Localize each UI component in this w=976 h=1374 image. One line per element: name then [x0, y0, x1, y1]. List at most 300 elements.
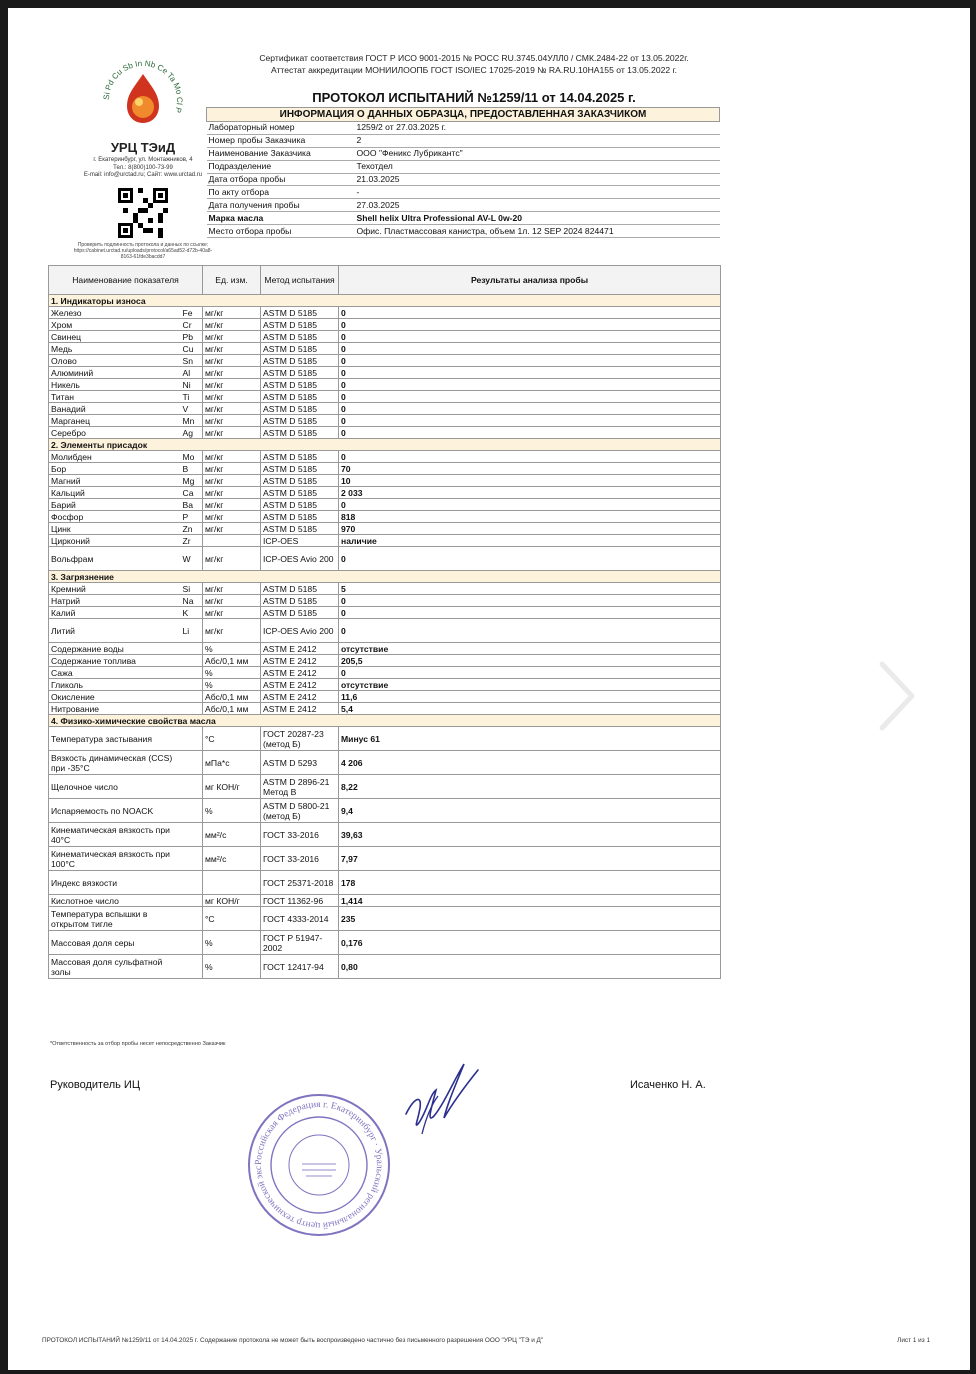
unit: % — [203, 679, 261, 691]
sample-info-row — [207, 122, 720, 135]
section-title: 2. Элементы присадок — [49, 439, 721, 451]
parameter-name: Свинец — [49, 331, 181, 343]
result-value: отсутствие — [339, 643, 721, 655]
parameter-name: Серебро — [49, 427, 181, 439]
unit: мг КОН/г — [203, 895, 261, 907]
signer-role: Руководитель ИЦ — [50, 1079, 140, 1091]
method: ASTM D 2896-21 Метод В — [261, 775, 339, 799]
method: ASTM D 5185 — [261, 343, 339, 355]
parameter-name: Нитрование — [49, 703, 181, 715]
svg-text:Российская Федерация г. Екатер: Российская Федерация г. Екатеринбург · Уральский региональный центр технической экс — [253, 1099, 385, 1231]
result-value: 205,5 — [339, 655, 721, 667]
info-value: Техотдел — [355, 160, 720, 173]
certificates-block — [214, 52, 734, 76]
info-value: 2 — [355, 134, 720, 147]
parameter-name: Барий — [49, 499, 181, 511]
info-value: 1259/2 от 27.03.2025 г. — [355, 122, 720, 135]
parameter-name: Литий — [49, 619, 181, 643]
result-row — [49, 955, 721, 979]
parameter-name: Алюминий — [49, 367, 181, 379]
unit: мм²/с — [203, 847, 261, 871]
element-symbol — [181, 667, 203, 679]
result-row — [49, 379, 721, 391]
result-value: 5,4 — [339, 703, 721, 715]
parameter-name: Магний — [49, 475, 181, 487]
element-symbol — [181, 679, 203, 691]
result-row — [49, 523, 721, 535]
element-symbol: Ni — [181, 379, 203, 391]
unit: °С — [203, 907, 261, 931]
result-value: 0 — [339, 391, 721, 403]
section-title: 1. Индикаторы износа — [49, 295, 721, 307]
qr-verification-note: Проверить подлинность протокола и данных по ссылке: https://cabinet.urctad.ru/uploads/protocol/a65ad52-d72b-40a8-8163-61fde3bacdd7 — [73, 241, 213, 260]
unit: мг/кг — [203, 451, 261, 463]
info-value: Офис. Пластмассовая канистра, объем 1л. 12 SEP 2024 824471 — [355, 225, 720, 238]
section-header-row — [49, 571, 721, 583]
signer-name: Исаченко Н. А. — [630, 1079, 706, 1091]
result-row — [49, 595, 721, 607]
parameter-name: Никель — [49, 379, 181, 391]
method: ICP-OES — [261, 535, 339, 547]
method: ASTM D 5185 — [261, 463, 339, 475]
method: ASTM D 5185 — [261, 415, 339, 427]
result-value: 39,63 — [339, 823, 721, 847]
result-row — [49, 343, 721, 355]
organization-stamp-icon — [244, 1090, 394, 1240]
method: ASTM D 5185 — [261, 427, 339, 439]
sample-info-row — [207, 186, 720, 199]
result-row — [49, 535, 721, 547]
unit: Абс/0,1 мм — [203, 703, 261, 715]
parameter-name: Гликоль — [49, 679, 181, 691]
element-symbol — [181, 799, 203, 823]
element-symbol: Al — [181, 367, 203, 379]
result-value: 11,6 — [339, 691, 721, 703]
result-value: 0 — [339, 547, 721, 571]
method: ICP-OES Avio 200 — [261, 619, 339, 643]
method: ASTM D 5185 — [261, 595, 339, 607]
parameter-name: Цирконий — [49, 535, 181, 547]
document-page — [8, 8, 970, 1370]
sample-info-row — [207, 160, 720, 173]
info-label: По акту отбора — [207, 186, 355, 199]
info-label: Подразделение — [207, 160, 355, 173]
method: ГОСТ Р 51947-2002 — [261, 931, 339, 955]
info-label: Номер пробы Заказчика — [207, 134, 355, 147]
parameter-name: Натрий — [49, 595, 181, 607]
method: ASTM D 5185 — [261, 379, 339, 391]
unit — [203, 871, 261, 895]
info-label: Дата отбора пробы — [207, 173, 355, 186]
unit: °С — [203, 727, 261, 751]
unit: % — [203, 931, 261, 955]
svg-text:Si Pd Cu Sb In Nb Ce Ta Mo Cl: Si Pd Cu Sb In Nb Ce Ta Mo Cl P — [101, 58, 185, 114]
result-value: 4 206 — [339, 751, 721, 775]
parameter-name: Медь — [49, 343, 181, 355]
element-symbol — [181, 775, 203, 799]
element-symbol — [181, 655, 203, 667]
unit: мг/кг — [203, 499, 261, 511]
col-header-unit: Ед. изм. — [203, 266, 261, 295]
unit: мг/кг — [203, 619, 261, 643]
result-value: 5 — [339, 583, 721, 595]
unit: мг/кг — [203, 391, 261, 403]
result-value: 0 — [339, 319, 721, 331]
result-row — [49, 775, 721, 799]
result-row — [49, 727, 721, 751]
element-symbol — [181, 955, 203, 979]
parameter-name: Кремний — [49, 583, 181, 595]
method: ГОСТ 33-2016 — [261, 847, 339, 871]
info-value: ООО "Феникс Лубрикантс" — [355, 147, 720, 160]
element-symbol: Mg — [181, 475, 203, 487]
result-row — [49, 823, 721, 847]
unit: мг/кг — [203, 511, 261, 523]
element-symbol — [181, 691, 203, 703]
element-symbol: Pb — [181, 331, 203, 343]
result-value: 8,22 — [339, 775, 721, 799]
method: ASTM E 2412 — [261, 655, 339, 667]
element-symbol — [181, 643, 203, 655]
unit: Абс/0,1 мм — [203, 691, 261, 703]
result-row — [49, 499, 721, 511]
sample-info-row — [207, 173, 720, 186]
parameter-name: Бор — [49, 463, 181, 475]
col-header-method: Метод испытания — [261, 266, 339, 295]
qr-code-icon[interactable] — [118, 188, 168, 238]
result-row — [49, 931, 721, 955]
result-value: 178 — [339, 871, 721, 895]
result-value: 0,176 — [339, 931, 721, 955]
parameter-name: Цинк — [49, 523, 181, 535]
element-symbol: P — [181, 511, 203, 523]
method: ASTM D 5185 — [261, 511, 339, 523]
parameter-name: Олово — [49, 355, 181, 367]
method: ГОСТ 20287-23 (метод Б) — [261, 727, 339, 751]
element-symbol — [181, 751, 203, 775]
element-symbol: Zr — [181, 535, 203, 547]
method: ASTM D 5185 — [261, 583, 339, 595]
unit: мг/кг — [203, 355, 261, 367]
sample-info-header: ИНФОРМАЦИЯ О ДАННЫХ ОБРАЗЦА, ПРЕДОСТАВЛЕННАЯ ЗАКАЗЧИКОМ — [207, 108, 720, 122]
info-label: Марка масла — [207, 212, 355, 225]
element-symbol: Mo — [181, 451, 203, 463]
method: ASTM D 5185 — [261, 475, 339, 487]
method: ASTM D 5185 — [261, 367, 339, 379]
result-value: 235 — [339, 907, 721, 931]
result-value: наличие — [339, 535, 721, 547]
sample-info-row — [207, 225, 720, 238]
unit: мм²/с — [203, 823, 261, 847]
result-row — [49, 871, 721, 895]
element-symbol: Fe — [181, 307, 203, 319]
element-symbol: Cu — [181, 343, 203, 355]
protocol-footer: ПРОТОКОЛ ИСПЫТАНИЙ №1259/11 от 14.04.2025 г. Содержание протокола не может быть воспроизведено частично без письменного разрешения ООО "УРЦ "ТЭ и Д" — [42, 1337, 544, 1344]
parameter-name: Вязкость динамическая (CCS) при -35°С — [49, 751, 181, 775]
section-header-row — [49, 295, 721, 307]
sample-info-table — [206, 107, 720, 238]
parameter-name: Вольфрам — [49, 547, 181, 571]
parameter-name: Железо — [49, 307, 181, 319]
protocol-title: ПРОТОКОЛ ИСПЫТАНИЙ №1259/11 от 14.04.2025 г. — [312, 90, 636, 105]
result-value: 0 — [339, 403, 721, 415]
element-symbol: Na — [181, 595, 203, 607]
result-row — [49, 307, 721, 319]
unit: мг/кг — [203, 547, 261, 571]
info-label: Место отбора пробы — [207, 225, 355, 238]
element-symbol: W — [181, 547, 203, 571]
result-row — [49, 907, 721, 931]
result-row — [49, 487, 721, 499]
result-row — [49, 679, 721, 691]
element-symbol — [181, 727, 203, 751]
unit: мг/кг — [203, 343, 261, 355]
result-row — [49, 847, 721, 871]
result-row — [49, 583, 721, 595]
result-value: 818 — [339, 511, 721, 523]
method: ASTM D 5185 — [261, 331, 339, 343]
unit: Абс/0,1 мм — [203, 655, 261, 667]
unit: мг/кг — [203, 379, 261, 391]
method: ASTM D 5800-21 (метод Б) — [261, 799, 339, 823]
unit: % — [203, 955, 261, 979]
element-symbol: Ba — [181, 499, 203, 511]
method: ГОСТ 4333-2014 — [261, 907, 339, 931]
result-value: 0 — [339, 667, 721, 679]
unit: мг/кг — [203, 331, 261, 343]
result-value: 2 033 — [339, 487, 721, 499]
unit: % — [203, 667, 261, 679]
element-symbol: K — [181, 607, 203, 619]
result-value: 0 — [339, 607, 721, 619]
method: ASTM D 5185 — [261, 307, 339, 319]
info-label: Наименование Заказчика — [207, 147, 355, 160]
parameter-name: Содержание воды — [49, 643, 181, 655]
result-row — [49, 607, 721, 619]
unit: мг/кг — [203, 487, 261, 499]
result-value: 10 — [339, 475, 721, 487]
result-row — [49, 751, 721, 775]
section-header-row — [49, 715, 721, 727]
element-symbol — [181, 931, 203, 955]
responsibility-footnote: *Ответственность за отбор пробы несет непосредственно Заказчик — [50, 1041, 226, 1047]
unit — [203, 535, 261, 547]
parameter-name: Кинематическая вязкость при 40°С — [49, 823, 181, 847]
result-value: 9,4 — [339, 799, 721, 823]
unit: мг/кг — [203, 415, 261, 427]
sample-info-row — [207, 212, 720, 225]
result-value: 0 — [339, 415, 721, 427]
method: ASTM D 5185 — [261, 451, 339, 463]
element-symbol: Ti — [181, 391, 203, 403]
section-title: 3. Загрязнение — [49, 571, 721, 583]
unit: % — [203, 799, 261, 823]
result-row — [49, 403, 721, 415]
lab-name: УРЦ ТЭиД — [110, 140, 176, 155]
result-value: Минус 61 — [339, 727, 721, 751]
sample-info-row — [207, 147, 720, 160]
method: ASTM D 5293 — [261, 751, 339, 775]
unit: мг/кг — [203, 403, 261, 415]
result-value: 0 — [339, 343, 721, 355]
result-row — [49, 703, 721, 715]
result-row — [49, 475, 721, 487]
result-row — [49, 667, 721, 679]
result-row — [49, 415, 721, 427]
result-row — [49, 331, 721, 343]
parameter-name: Хром — [49, 319, 181, 331]
element-symbol: Ag — [181, 427, 203, 439]
result-row — [49, 895, 721, 907]
info-value: 21.03.2025 — [355, 173, 720, 186]
result-row — [49, 391, 721, 403]
result-row — [49, 547, 721, 571]
parameter-name: Калий — [49, 607, 181, 619]
handwritten-signature-icon — [392, 1054, 502, 1154]
result-row — [49, 463, 721, 475]
parameter-name: Марганец — [49, 415, 181, 427]
result-row — [49, 691, 721, 703]
element-symbol — [181, 703, 203, 715]
unit: мг/кг — [203, 307, 261, 319]
element-symbol: Mn — [181, 415, 203, 427]
unit: мПа*с — [203, 751, 261, 775]
parameter-name: Молибден — [49, 451, 181, 463]
parameter-name: Ванадий — [49, 403, 181, 415]
parameter-name: Титан — [49, 391, 181, 403]
method: ASTM D 5185 — [261, 487, 339, 499]
element-symbol: Sn — [181, 355, 203, 367]
method: ASTM E 2412 — [261, 679, 339, 691]
unit: мг/кг — [203, 475, 261, 487]
sample-info-row — [207, 199, 720, 212]
result-value: 0 — [339, 427, 721, 439]
parameter-name: Температура вспышки в открытом тигле — [49, 907, 181, 931]
unit: мг/кг — [203, 367, 261, 379]
unit: мг/кг — [203, 583, 261, 595]
element-symbol: Li — [181, 619, 203, 643]
result-value: 1,414 — [339, 895, 721, 907]
method: ASTM D 5185 — [261, 355, 339, 367]
result-value: 0 — [339, 499, 721, 511]
result-value: 0 — [339, 355, 721, 367]
col-header-result: Результаты анализа пробы — [339, 266, 721, 295]
parameter-name: Окисление — [49, 691, 181, 703]
method: ASTM D 5185 — [261, 403, 339, 415]
element-symbol: V — [181, 403, 203, 415]
element-symbol: B — [181, 463, 203, 475]
unit: мг/кг — [203, 607, 261, 619]
lab-emblem-icon — [95, 52, 191, 148]
method: ASTM E 2412 — [261, 691, 339, 703]
method: ASTM D 5185 — [261, 499, 339, 511]
method: ASTM D 5185 — [261, 607, 339, 619]
result-row — [49, 319, 721, 331]
info-label: Дата получения пробы — [207, 199, 355, 212]
results-table — [48, 265, 721, 979]
parameter-name: Кислотное число — [49, 895, 181, 907]
element-symbol: Ca — [181, 487, 203, 499]
next-page-chevron-icon[interactable] — [872, 656, 922, 736]
result-row — [49, 655, 721, 667]
unit: мг/кг — [203, 427, 261, 439]
element-symbol — [181, 823, 203, 847]
result-value: отсутствие — [339, 679, 721, 691]
element-symbol: Zn — [181, 523, 203, 535]
lab-address: г. Екатеринбург, ул. Монтажников, 4 Тел.: 8(800)100-73-99 E-mail: info@urctad.ru; Сайт: www.urctad.ru — [83, 157, 203, 178]
parameter-name: Испаряемость по NOACK — [49, 799, 181, 823]
method: ASTM D 5185 — [261, 391, 339, 403]
parameter-name: Температура застывания — [49, 727, 181, 751]
info-value: Shell helix Ultra Professional AV-L 0w-20 — [355, 212, 720, 225]
result-row — [49, 619, 721, 643]
method: ASTM D 5185 — [261, 319, 339, 331]
result-value: 0 — [339, 307, 721, 319]
element-symbol — [181, 895, 203, 907]
parameter-name: Содержание топлива — [49, 655, 181, 667]
method: ГОСТ 12417-94 — [261, 955, 339, 979]
page-number: Лист 1 из 1 — [897, 1337, 930, 1344]
unit: % — [203, 643, 261, 655]
result-row — [49, 427, 721, 439]
parameter-name: Фосфор — [49, 511, 181, 523]
result-row — [49, 367, 721, 379]
result-value: 0,80 — [339, 955, 721, 979]
parameter-name: Массовая доля сульфатной золы — [49, 955, 181, 979]
method: ASTM D 5185 — [261, 523, 339, 535]
result-value: 70 — [339, 463, 721, 475]
result-value: 970 — [339, 523, 721, 535]
col-header-name: Наименование показателя — [49, 266, 203, 295]
unit: мг/кг — [203, 595, 261, 607]
result-value: 7,97 — [339, 847, 721, 871]
method: ГОСТ 33-2016 — [261, 823, 339, 847]
info-value: 27.03.2025 — [355, 199, 720, 212]
element-symbol — [181, 871, 203, 895]
element-symbol — [181, 847, 203, 871]
result-row — [49, 451, 721, 463]
method: ASTM E 2412 — [261, 667, 339, 679]
parameter-name: Сажа — [49, 667, 181, 679]
result-row — [49, 511, 721, 523]
parameter-name: Массовая доля серы — [49, 931, 181, 955]
parameter-name: Кинематическая вязкость при 100°С — [49, 847, 181, 871]
info-label: Лабораторный номер — [207, 122, 355, 135]
method: ГОСТ 25371-2018 — [261, 871, 339, 895]
method: ASTM E 2412 — [261, 703, 339, 715]
unit: мг/кг — [203, 523, 261, 535]
element-symbol — [181, 907, 203, 931]
accreditation-line: Аттестат аккредитации МОНИИЛООПБ ГОСТ ISO/IEC 17025-2019 № RA.RU.10НА155 от 13.05.2022 г. — [270, 65, 678, 75]
result-value: 0 — [339, 595, 721, 607]
result-value: 0 — [339, 331, 721, 343]
result-row — [49, 355, 721, 367]
section-title: 4. Физико-химические свойства масла — [49, 715, 721, 727]
parameter-name: Щелочное число — [49, 775, 181, 799]
result-value: 0 — [339, 367, 721, 379]
unit: мг КОН/г — [203, 775, 261, 799]
result-value: 0 — [339, 619, 721, 643]
method: ГОСТ 11362-96 — [261, 895, 339, 907]
parameter-name: Кальций — [49, 487, 181, 499]
method: ICP-OES Avio 200 — [261, 547, 339, 571]
method: ASTM E 2412 — [261, 643, 339, 655]
parameter-name: Индекс вязкости — [49, 871, 181, 895]
section-header-row — [49, 439, 721, 451]
result-value: 0 — [339, 451, 721, 463]
result-value: 0 — [339, 379, 721, 391]
certificate-line: Сертификат соответствия ГОСТ Р ИСО 9001-2015 № РОСС RU.3745.04УЛЛ0 / СМК.2484-22 от 13.05.2022г. — [259, 53, 689, 63]
